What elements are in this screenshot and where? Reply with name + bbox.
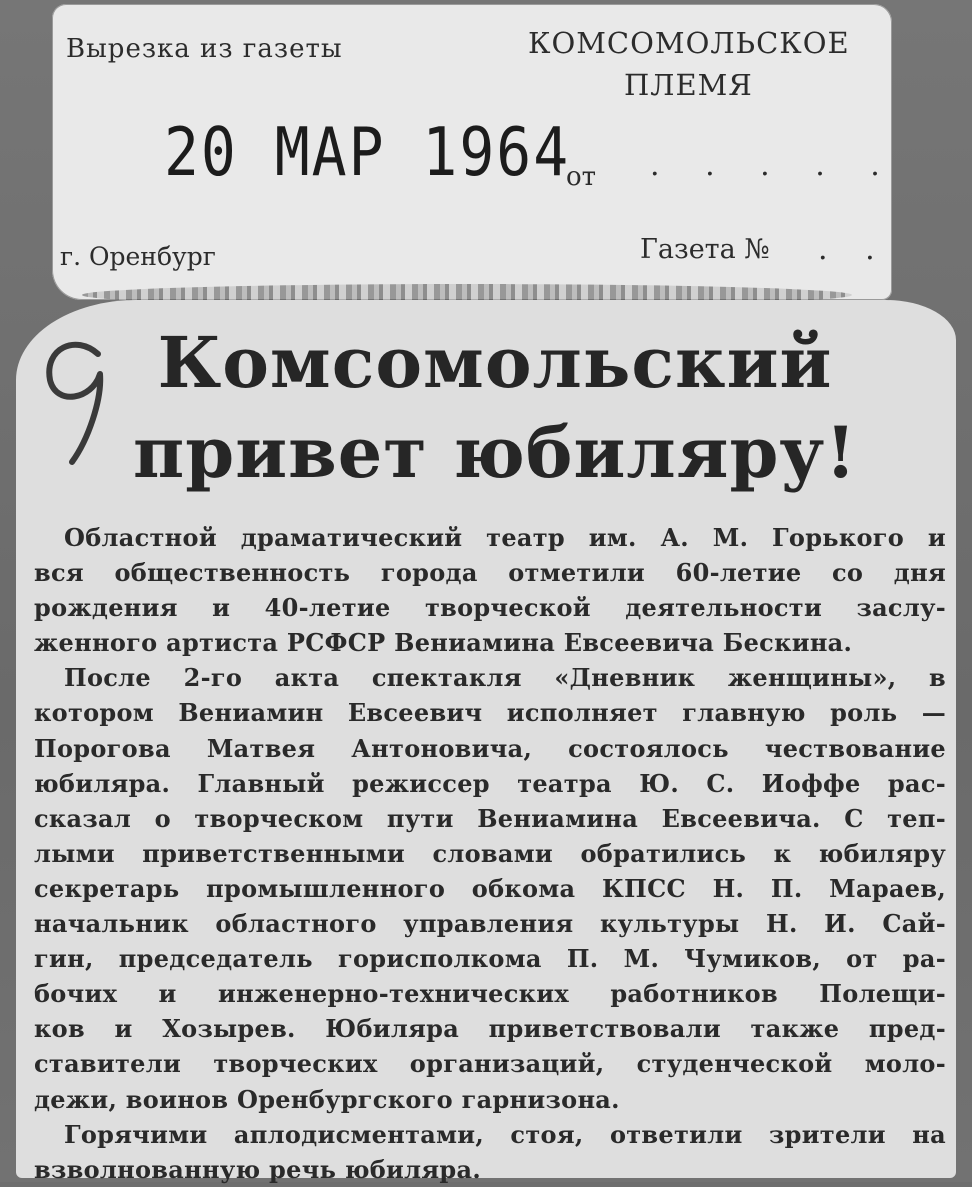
body-line: взволнованную речь юбиляра. — [34, 1154, 481, 1184]
issue-label: Газета № — [640, 234, 770, 265]
body-line: бочих и инженерно-технических работников Полещи- — [34, 979, 946, 1009]
body-line: рождения и 40-летие творческой деятельности заслу- — [34, 593, 946, 623]
body-line: сказал о творческом пути Вениамина Евсеевича. С теп- — [34, 803, 946, 833]
headline-line2: привет юбиляру! — [133, 411, 857, 494]
body-line: женного артиста РСФСР Вениамина Евсеевича Бескина. — [34, 628, 853, 658]
from-word: от — [566, 162, 597, 192]
body-line: котором Вениамин Евсеевич исполняет главную роль — — [34, 698, 946, 728]
body-line: Горячими аплодисментами, стоя, ответили зрители на — [64, 1119, 946, 1149]
body-line: ставители творческих организаций, студенческой моло- — [34, 1049, 946, 1079]
city-label: г. Оренбург — [60, 242, 216, 271]
body-line: ков и Хозырев. Юбиляра приветствовали также пред- — [34, 1014, 946, 1044]
body-line: Областной драматический театр им. А. М. Горького и — [64, 523, 946, 552]
body-line: гин, председатель горисполкома П. М. Чумиков, от ра- — [34, 944, 946, 974]
article-body — [34, 520, 946, 1187]
newspaper-name-line2: ПЛЕМЯ — [624, 68, 753, 102]
clipping-source-label: Вырезка из газеты — [66, 34, 343, 64]
newspaper-name-line1: КОМСОМОЛЬСКОЕ — [528, 26, 850, 60]
date-stamp: 20 МАР 1964 — [164, 112, 571, 192]
body-line: дежи, воинов Оренбургского гарнизона. — [34, 1084, 620, 1114]
headline-line1: Комсомольский — [157, 321, 833, 404]
body-line: вся общественность города отметили 60-летие со дня — [34, 558, 946, 588]
body-line: Порогова Матвея Антоновича, состоялось чествование — [34, 733, 946, 763]
body-line: начальник областного управления культуры Н. И. Сай- — [34, 909, 946, 939]
body-line: лыми приветственными словами обратились к юбиляру — [34, 838, 946, 868]
issue-placeholder-dots: . . — [818, 232, 889, 267]
body-line: После 2-го акта спектакля «Дневник женщины», в — [64, 663, 946, 693]
article-headline — [80, 318, 910, 498]
body-line: юбиляра. Главный режиссер театра Ю. С. Иоффе рас- — [34, 768, 946, 798]
date-placeholder-dots: . . . . . — [650, 148, 898, 183]
body-line: секретарь промышленного обкома КПСС Н. П. Мараев, — [34, 873, 946, 903]
